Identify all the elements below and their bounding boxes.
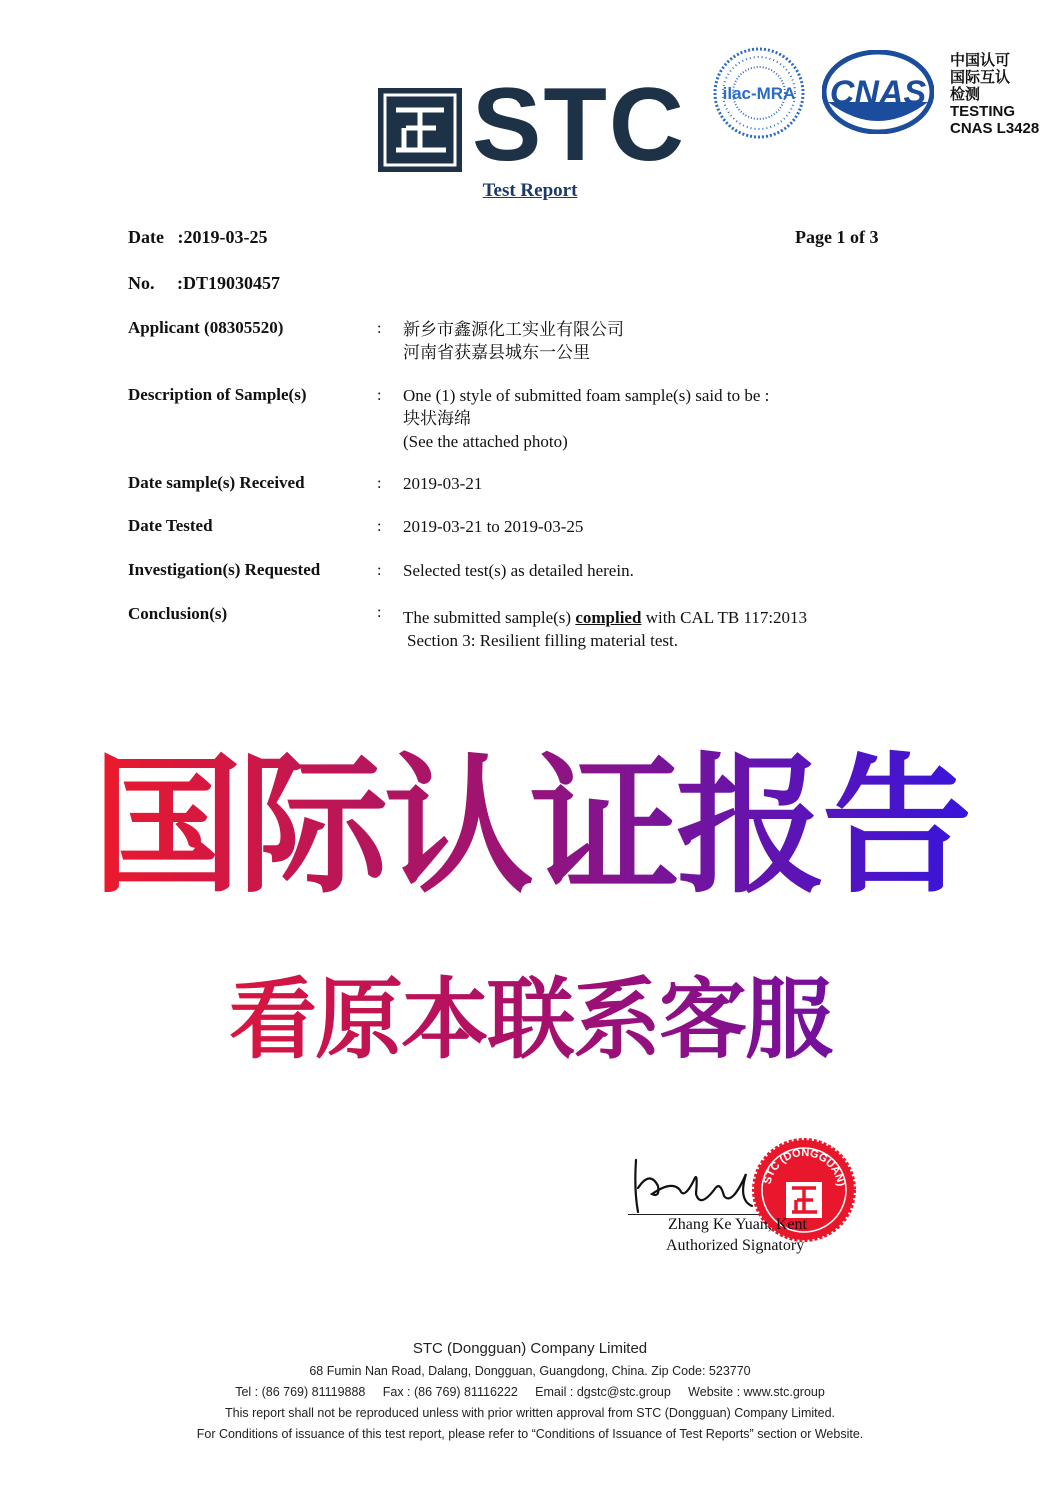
report-date [128, 227, 267, 248]
date-value: :2019-03-25 [177, 227, 268, 247]
conclusion-line [403, 606, 807, 629]
cnas-logo-icon [822, 50, 934, 134]
investigation-value: Selected test(s) as detailed herein. [403, 561, 634, 580]
cnas-line: 中国认可 [950, 52, 1011, 69]
colon: : [377, 562, 382, 579]
signatory-name: Zhang Ke Yuan, Kent [668, 1216, 807, 1233]
page-number: Page 1 of 3 [795, 227, 879, 247]
colon: : [377, 518, 382, 535]
tested-value: 2019-03-21 to 2019-03-25 [403, 517, 584, 536]
applicant-name: 新乡市鑫源化工实业有限公司 [403, 320, 624, 339]
description-line: 块状海绵 [403, 409, 471, 428]
svg-text:STC (DONGGUAN): STC (DONGGUAN) [761, 1146, 847, 1188]
applicant-label: Applicant (08305520) [128, 318, 284, 337]
no-label: No. [128, 273, 155, 293]
received-value: 2019-03-21 [403, 474, 483, 493]
footer-address: 68 Fumin Nan Road, Dalang, Dongguan, Guangdong, China. Zip Code: 523770 [309, 1364, 751, 1378]
cnas-line: CNAS L3428 [950, 120, 1040, 137]
conclusion-value [403, 606, 807, 652]
svg-text:CNAS: CNAS [829, 74, 927, 112]
footer-notice: For Conditions of issuance of this test report, please refer to “Conditions of Issuance of Test Reports” section or Website. [196, 1427, 864, 1441]
no-value: :DT19030457 [177, 273, 280, 293]
footer-contact: Tel : (86 769) 81119888 Fax : (86 769) 81116222 Email : dgstc@stc.group Website : www.stc.group [235, 1385, 825, 1399]
cnas-accreditation-text [950, 52, 1039, 137]
colon: : [377, 604, 382, 621]
footer-notice: This report shall not be reproduced unless with prior written approval from STC (Dongguan) Company Limited. [224, 1406, 835, 1420]
stc-mark-icon [378, 88, 462, 172]
description-value [403, 384, 769, 453]
description-line: One (1) style of submitted foam sample(s) said to be : [403, 386, 770, 405]
colon: : [377, 387, 382, 404]
cnas-line: TESTING [950, 103, 1016, 120]
conclusion-emphasis: complied [575, 608, 642, 627]
report-number [128, 273, 280, 294]
watermark-subtitle: 看原本联系客服 [0, 950, 1060, 1076]
conclusion-label: Conclusion(s) [128, 604, 228, 623]
cnas-line: 检测 [950, 86, 981, 103]
tested-label: Date Tested [128, 516, 213, 535]
stc-wordmark: STC [472, 67, 686, 183]
conclusion-post: with CAL TB 117:2013 [641, 608, 808, 627]
applicant-address: 河南省获嘉县城东一公里 [403, 343, 590, 362]
description-label: Description of Sample(s) [128, 385, 307, 404]
investigation-label: Investigation(s) Requested [128, 560, 321, 579]
applicant-value [403, 318, 624, 364]
footer-company: STC (Dongguan) Company Limited [412, 1340, 648, 1357]
handwritten-signature-icon [628, 1150, 768, 1220]
date-label: Date [128, 227, 164, 247]
conclusion-line: Section 3: Resilient filling material test. [407, 631, 679, 650]
colon: : [377, 475, 382, 492]
colon: : [377, 320, 382, 337]
conclusion-pre: The submitted sample(s) [403, 608, 576, 627]
ilac-mra-logo-icon [712, 46, 806, 140]
cnas-line: 国际互认 [950, 69, 1011, 86]
report-title: Test Report [482, 180, 578, 201]
stc-logo [378, 67, 688, 183]
svg-text:ilac-MRA: ilac-MRA [722, 84, 796, 103]
received-label: Date sample(s) Received [128, 473, 305, 492]
watermark-title: 国际认证报告 [0, 705, 1060, 921]
signatory-title: Authorized Signatory [666, 1237, 805, 1254]
description-line: (See the attached photo) [403, 432, 568, 451]
